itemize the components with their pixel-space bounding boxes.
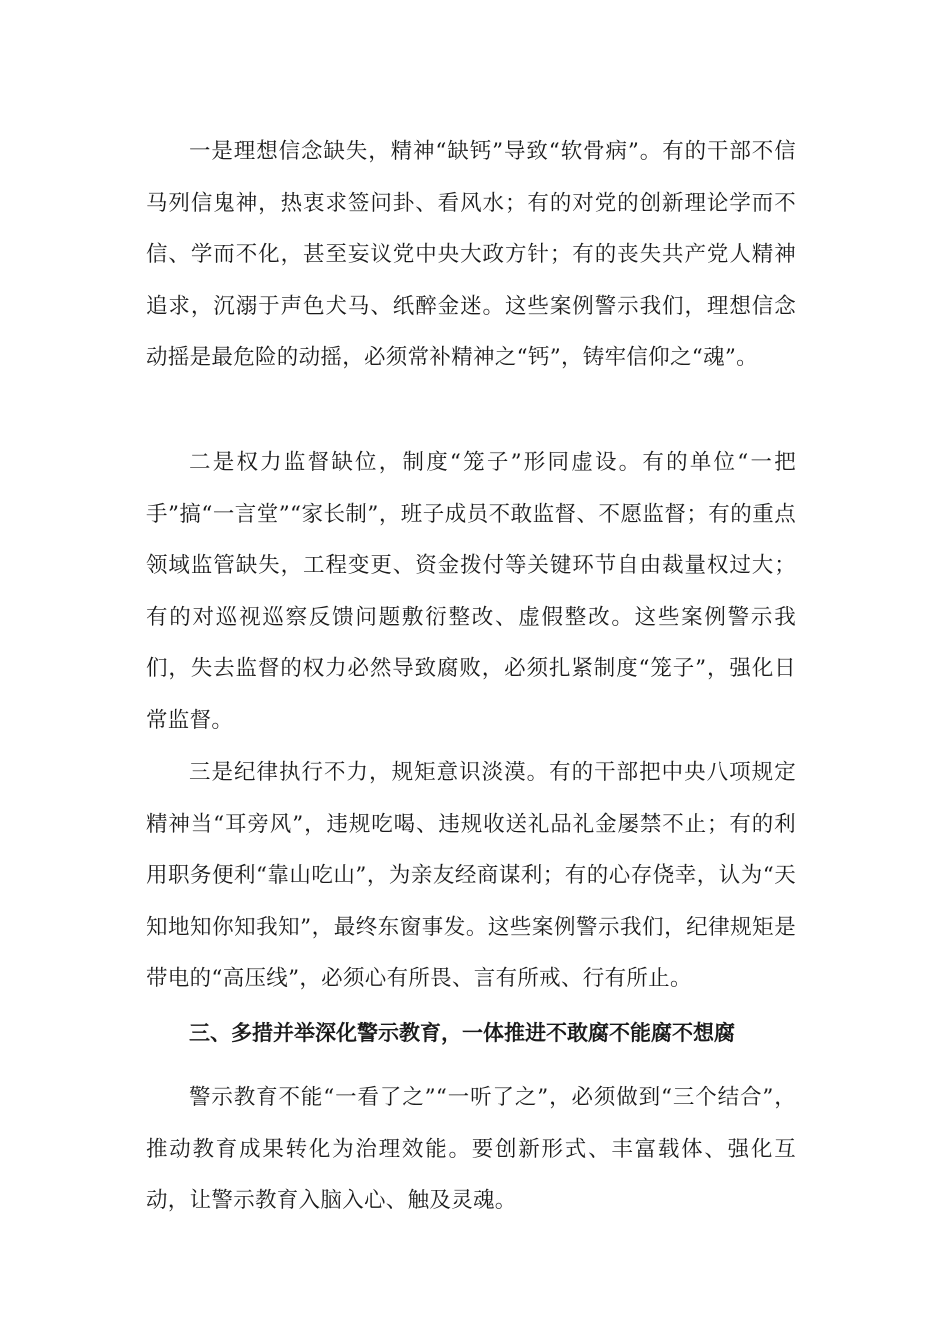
section-heading: 三、多措并举深化警示教育，一体推进不敢腐不能腐不想腐 [189,1021,735,1045]
paragraph-ideals-beliefs: 一是理想信念缺失，精神“缺钙”导致“软骨病”。有的干部不信马列信鬼神，热衷求签问卦、看风水；有的对党的创新理论学而不信、学而不化，甚至妄议党中央大政方针；有的丧失共产党人精神追求，沉溺于声色犬马、纸醉金迷。这些案例警示我们，理想信念动摇是最危险的动摇，必须常补精神之“钙”，铸牢信仰之“魂”。 [146,139,796,371]
paragraph-discipline: 三是纪律执行不力，规矩意识淡漠。有的干部把中央八项规定精神当“耳旁风”，违规吃喝、违规收送礼品礼金屡禁不止；有的利用职务便利“靠山吃山”，为亲友经商谋利；有的心存侥幸，认为“天知地知你知我知”，最终东窗事发。这些案例警示我们，纪律规矩是带电的“高压线”，必须心有所畏、言有所戒、行有所止。 [146,760,796,992]
paragraph-warning-education: 警示教育不能“一看了之”“一听了之”，必须做到“三个结合”，推动教育成果转化为治理效能。要创新形式、丰富载体、强化互动，让警示教育入脑入心、触及灵魂。 [146,1085,796,1214]
paragraph-power-supervision: 二是权力监督缺位，制度“笼子”形同虚设。有的单位“一把手”搞“一言堂”“家长制”，班子成员不敢监督、不愿监督；有的重点领域监管缺失，工程变更、资金拨付等关键环节自由裁量权过大；有的对巡视巡察反馈问题敷衍整改、虚假整改。这些案例警示我们，失去监督的权力必然导致腐败，必须扎紧制度“笼子”，强化日常监督。 [146,450,796,733]
